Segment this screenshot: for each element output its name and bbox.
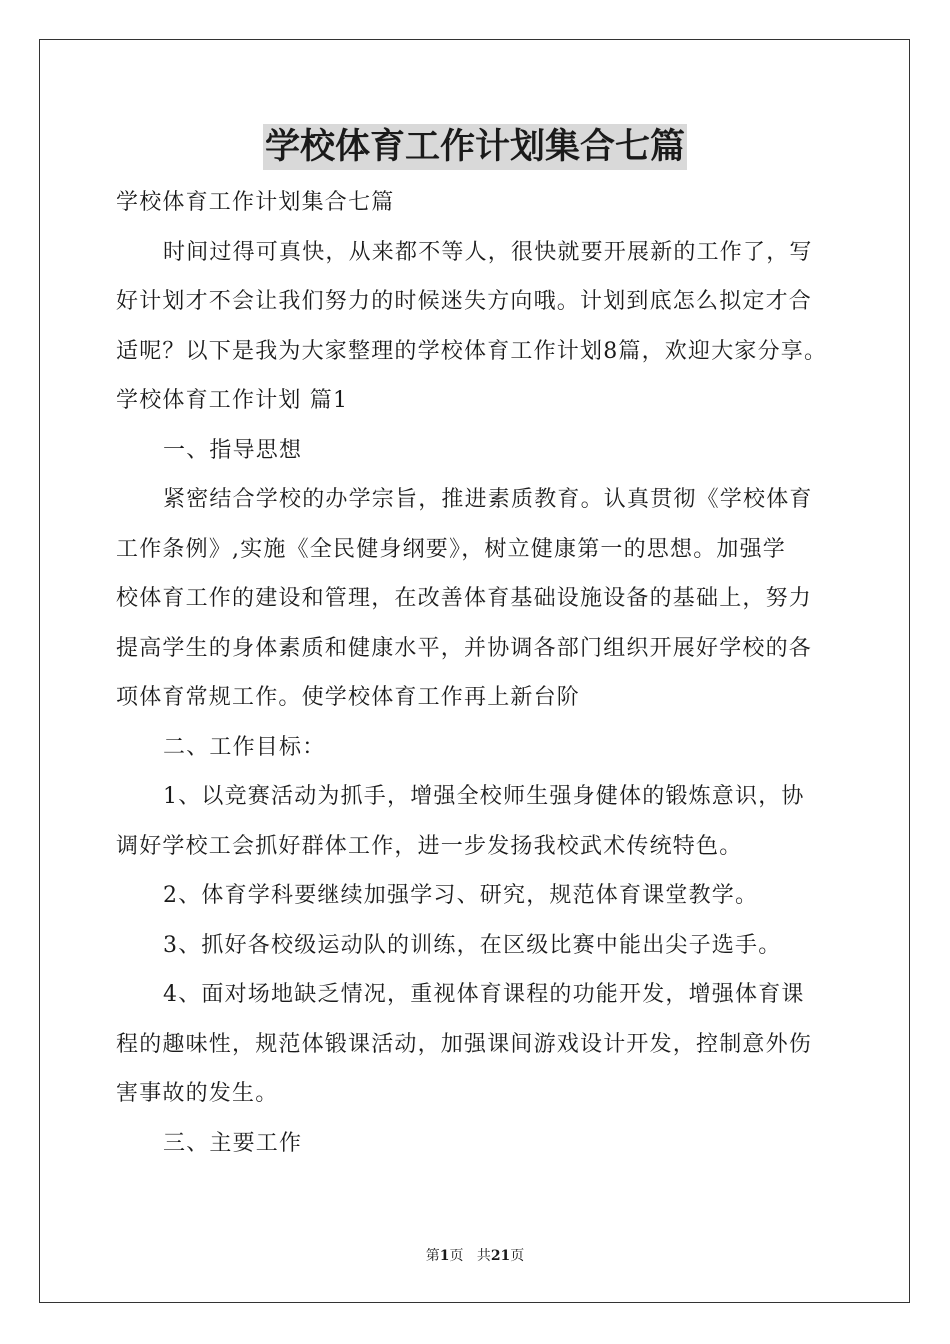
page-label-prefix: 第 xyxy=(425,1248,440,1264)
body-text-line: 2、体育学科要继续加强学习、研究，规范体育课堂教学。 xyxy=(163,883,759,908)
total-pages: 21 xyxy=(490,1248,511,1264)
body-text-line: 4、面对场地缺乏情况，重视体育课程的功能开发，增强体育课 xyxy=(163,982,805,1007)
body-text-line: 适呢？以下是我为大家整理的学校体育工作计划8篇，欢迎大家分享。 xyxy=(116,338,828,364)
total-label-suffix: 页 xyxy=(510,1248,525,1264)
body-text-line: 时间过得可真快，从来都不等人，很快就要开展新的工作了，写 xyxy=(163,239,813,265)
body-text-line: 学校体育工作计划集合七篇 xyxy=(116,190,395,215)
body-text-line: 工作条例》,实施《全民健身纲要》，树立健康第一的思想。加强学 xyxy=(116,536,786,562)
body-text-line: 校体育工作的建设和管理，在改善体育基础设施设备的基础上，努力 xyxy=(116,586,813,611)
body-text-line: 提高学生的身体素质和健康水平，并协调各部门组织开展好学校的各 xyxy=(116,635,813,661)
total-label-prefix: 共 xyxy=(476,1248,491,1264)
body-text-line: 3、抓好各校级运动队的训练，在区级比赛中能出尖子选手。 xyxy=(163,932,782,958)
body-text-line: 一、指导思想 xyxy=(163,437,303,463)
body-text-line: 学校体育工作计划 篇1 xyxy=(116,388,349,413)
body-text-line: 三、主要工作 xyxy=(163,1130,303,1156)
body-text-line: 项体育常规工作。使学校体育工作再上新台阶 xyxy=(116,685,581,710)
body-text-line: 调好学校工会抓好群体工作，进一步发扬我校武术传统特色。 xyxy=(116,833,743,859)
title-container xyxy=(0,124,950,170)
body-text-line: 程的趣味性，规范体锻课活动，加强课间游戏设计开发，控制意外伤 xyxy=(116,1031,813,1057)
page-number: 1 xyxy=(439,1248,450,1264)
document-body xyxy=(116,178,836,1168)
document-title: 学校体育工作计划集合七篇 xyxy=(263,124,687,170)
page-label-suffix: 页 xyxy=(449,1248,464,1264)
page-footer xyxy=(0,1247,950,1265)
body-text-line: 紧密结合学校的办学宗旨，推进素质教育。认真贯彻《学校体育 xyxy=(163,487,813,512)
body-text-line: 1、以竞赛活动为抓手，增强全校师生强身健体的锻炼意识，协 xyxy=(163,784,805,809)
body-text-line: 二、工作目标： xyxy=(163,734,326,760)
body-text-line: 害事故的发生。 xyxy=(116,1081,279,1106)
body-text-line: 好计划才不会让我们努力的时候迷失方向哦。计划到底怎么拟定才合 xyxy=(116,289,813,314)
